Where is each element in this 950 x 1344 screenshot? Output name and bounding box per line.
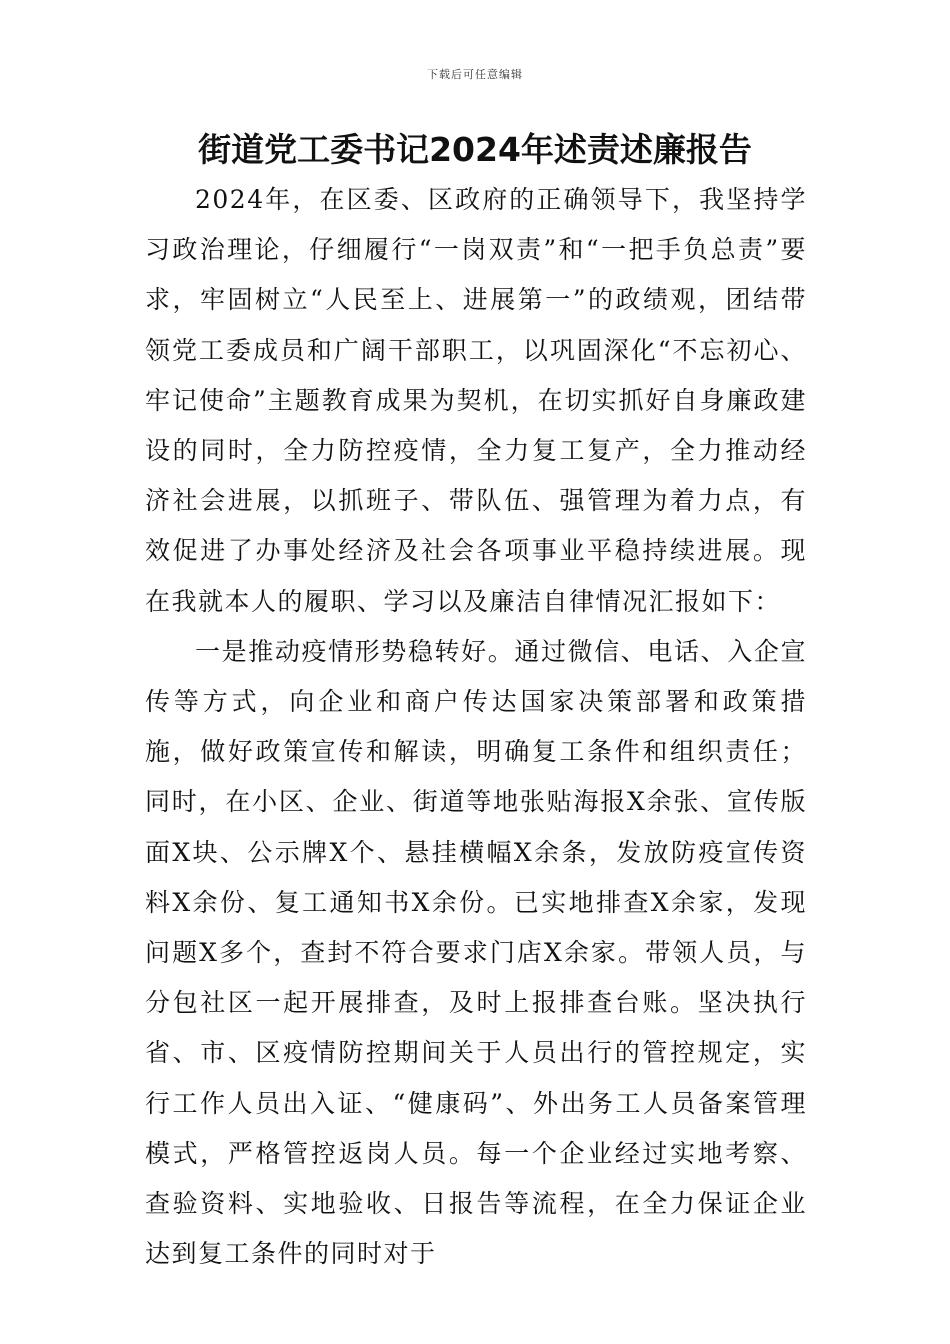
document-body bbox=[145, 175, 807, 1279]
paragraph-epidemic-control: 一是推动疫情形势稳转好。通过微信、电话、入企宣传等方式，向企业和商户传达国家决策部署和政策措施，做好政策宣传和解读，明确复工条件和组织责任；同时，在小区、企业、街道等地张贴海报X余张、宣传版面X块、公示牌X个、悬挂横幅X余条，发放防疫宣传资料X余份、复工通知书X余份。已实地排查X余家，发现问题X多个，查封不符合要求门店X余家。带领人员，与分包社区一起开展排查，及时上报排查台账。坚决执行省、市、区疫情防控期间关于人员出行的管控规定，实行工作人员出入证、“健康码”、外出务工人员备案管理模式，严格管控返岗人员。每一个企业经过实地考察、查验资料、实地验收、日报告等流程，在全力保证企业达到复工条件的同时对于 bbox=[145, 636, 807, 1269]
header-note: 下载后可任意编辑 bbox=[427, 68, 523, 81]
document-title: 街道党工委书记2024年述责述廉报告 bbox=[198, 130, 752, 169]
paragraph-intro: 2024年，在区委、区政府的正确领导下，我坚持学习政治理论，仔细履行“一岗双责”和“一把手负总责”要求，牢固树立“人民至上、进展第一”的政绩观，团结带领党工委成员和广阔干部职工，以巩固深化“不忘初心、牢记使命”主题教育成果为契机，在切实抓好自身廉政建设的同时，全力防控疫情，全力复工复产，全力推动经济社会进展，以抓班子、带队伍、强管理为着力点，有效促进了办事处经济及社会各项事业平稳持续进展。现在我就本人的履职、学习以及廉洁自律情况汇报如下： bbox=[145, 185, 807, 616]
